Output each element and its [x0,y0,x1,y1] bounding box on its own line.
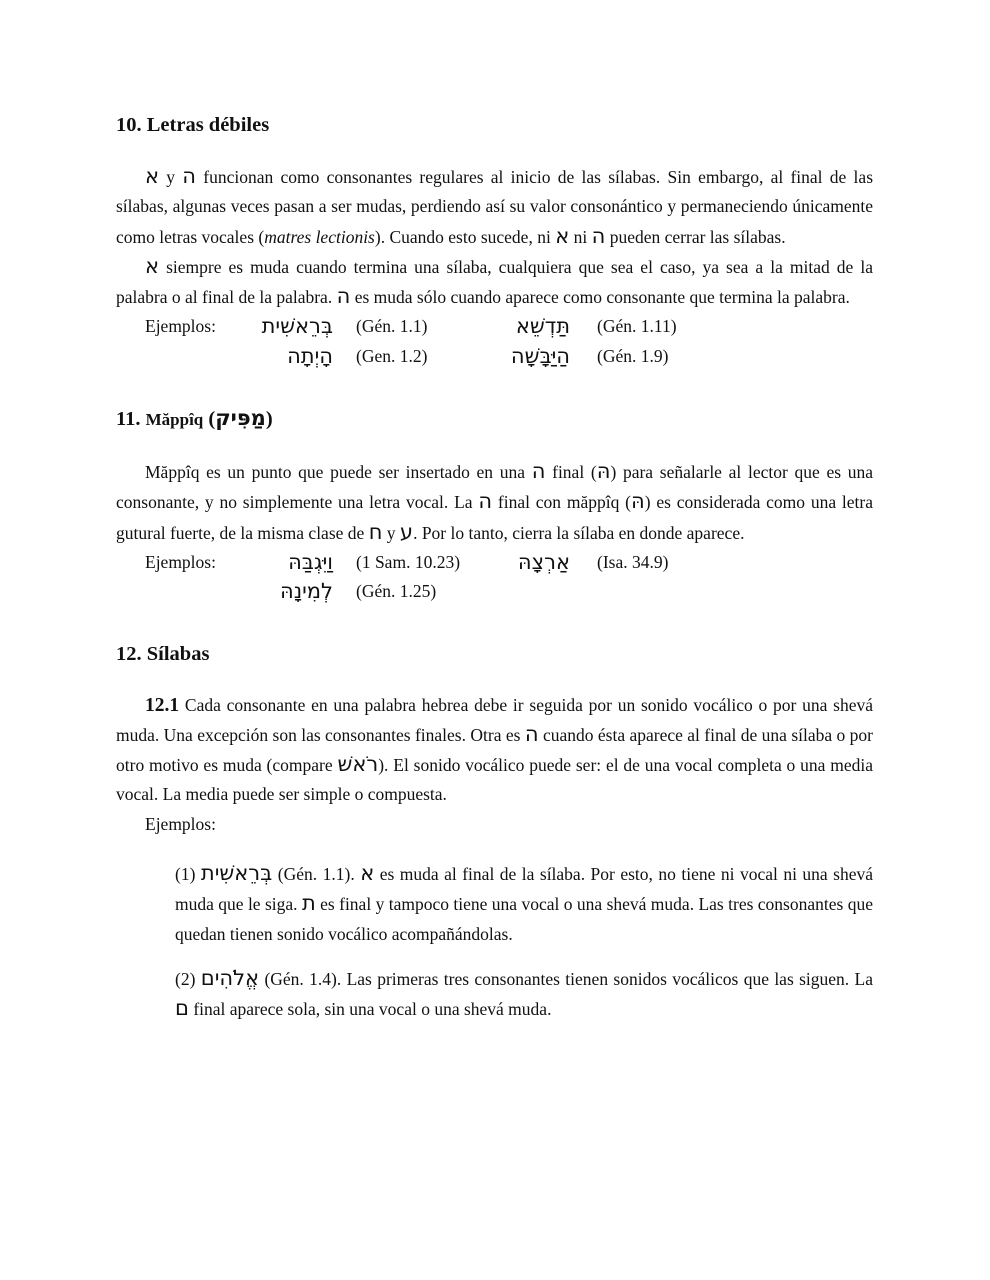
hebrew-tav: ת [301,891,316,916]
examples-label: Ejemplos: [145,813,216,834]
example-row [116,342,873,371]
example-ref: (Isa. 34.9) [597,551,669,572]
hebrew-example: לְמִינָהּ [279,579,333,604]
document-page [116,108,873,1025]
section-12-paragraph-1: 12.1 Cada consonante en una palabra hebrea debe ir seguida por un sonido vocálico o por una shevá muda. Una excepción son las consonantes finales. Otra es ה cuando ésta aparece al final de una sílaba o por otro motivo es muda (compare רֹאשׁ). El sonido vocálico puede ser: el de una vocal completa o una media vocal. La media puede ser simple o compuesta. [116,694,873,805]
hebrew-aleph: א [555,223,570,248]
example-ref: (Gen. 1.2) [356,345,428,366]
examples-label: Ejemplos: [145,316,216,337]
hebrew-he: ה [182,164,197,188]
examples-label: Ejemplos: [145,551,216,572]
example-row [116,548,873,577]
matres-lectionis: matres lectionis [264,226,375,247]
example-ref: (Gén. 1.9) [597,345,669,366]
hebrew-aleph: א [145,164,160,188]
hebrew-mem-final: ם [175,996,189,1021]
hebrew-he-mappiq: הּ [631,489,645,514]
example-item-1: (1) בְּרֵאשִׁית (Gén. 1.1). א es muda al final de la sílaba. Por esto, no tiene ni vocal ni una shevá muda que le siga. ת es final y tampoco tiene una vocal o una shevá muda. Las tres consonantes que quedan tienen sonido vocálico acompañándolas. [175,861,873,944]
hebrew-aleph: א [145,253,160,278]
section-11-title: 11. Măppîq (מַפִּיק) [116,406,273,431]
section-10-title: 10. Letras débiles [116,114,270,136]
hebrew-het: ח [368,519,383,544]
hebrew-he: ה [524,721,539,746]
hebrew-elohim: אֱלֹהִים [200,965,260,990]
hebrew-he-mappiq: הּ [596,459,611,484]
section-11-paragraph: Măppîq es un punto que puede ser insertado en una ה final (הּ) para señalarle al lector que es una consonante, y no simplemente una letra vocal. La ה final con măppîq (הּ) es considerada como una letra gutural fuerte, de la misma clase de ח y ע. Por lo tanto, cierra la sílaba en donde aparece. [116,459,874,544]
hebrew-mappiq: מַפִּיק [215,406,266,431]
section-10-paragraph-1: א y ה funcionan como consonantes regulares al inicio de las sílabas. Sin embargo, al final de las sílabas, algunas veces pasan a ser mudas, perdiendo así su valor consonántico y permaneciendo únicamente como letras vocales (matres lectionis). Cuando esto sucede, ni א ni ה pueden cerrar las sílabas. [116,164,873,248]
hebrew-example: וַיִּגְבַּהּ [288,549,333,574]
example-ref: (1 Sam. 10.23) [356,551,461,572]
hebrew-he: ה [531,459,546,484]
section-12-title: 12. Sílabas [116,642,210,665]
hebrew-rosh: רֹאשׁ [337,752,379,777]
section-10-paragraph-2: א siempre es muda cuando termina una sílaba, cualquiera que sea el caso, ya sea a la mitad de la palabra o al final de la palabra. ה es muda sólo cuando aparece como consonante que termina la palabra. [116,253,873,309]
example-row [116,577,873,606]
hebrew-example: הָיְתָה [287,343,333,368]
hebrew-aleph: א [360,861,375,886]
example-ref: (Gén. 1.25) [356,581,437,602]
subsection-number: 12.1 [145,694,180,716]
example-ref: (Gén. 1.11) [597,316,677,337]
example-row [116,312,873,341]
hebrew-he: ה [591,223,606,248]
hebrew-example: אַרְצָהּ [517,549,570,574]
example-ref: (Gén. 1.1) [356,316,428,337]
hebrew-he: ה [336,284,351,309]
hebrew-example: תַּדְשֵׁא [515,314,570,339]
hebrew-example: הַיַּבָּשָׁה [510,343,570,368]
hebrew-ayin: ע [399,519,414,544]
example-item-2: (2) אֱלֹהִים (Gén. 1.4). Las primeras tres consonantes tienen sonidos vocálicos que las siguen. La ם final aparece sola, sin una vocal o una shevá muda. [175,965,873,1021]
hebrew-bereshit: בְּרֵאשִׁית [200,861,273,886]
hebrew-he: ה [478,489,493,514]
hebrew-example: בְּרֵאשִׁית [261,314,333,339]
